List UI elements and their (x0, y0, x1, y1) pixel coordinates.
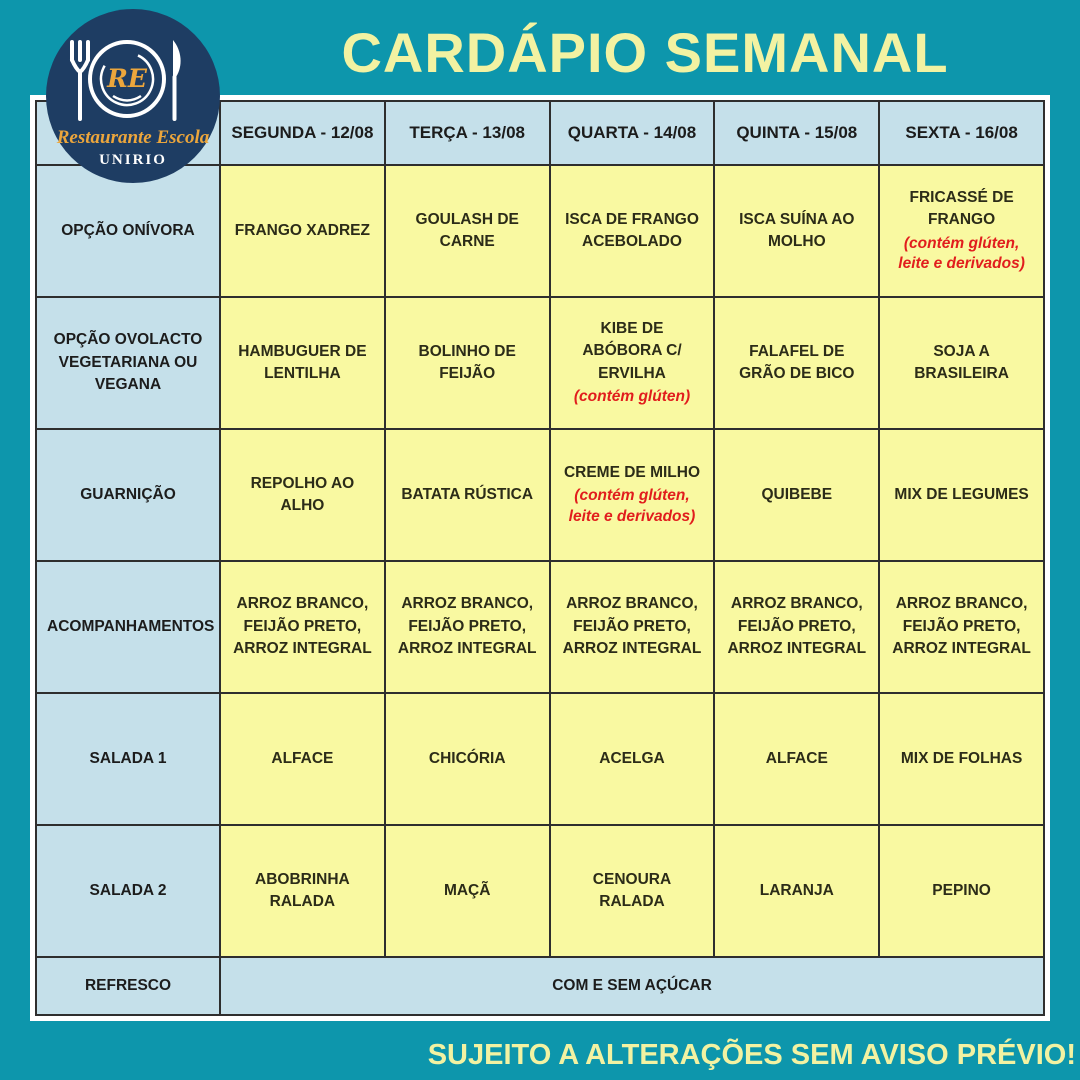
dish-name: MIX DE FOLHAS (900, 749, 1023, 767)
dish-name: CREME DE MILHO (563, 463, 701, 481)
menu-cell (550, 693, 715, 825)
dish-name: QUIBEBE (761, 485, 833, 503)
dish-name: ARROZ BRANCO, FEIJÃO PRETO, ARROZ INTEGRAL (727, 595, 867, 658)
table-row-acompanhamentos (36, 561, 1044, 693)
menu-cell (385, 165, 550, 297)
dish-name: ACELGA (599, 749, 665, 767)
dish-name: MIX DE LEGUMES (894, 485, 1029, 503)
dish-name: PEPINO (932, 881, 991, 899)
dish-name: ARROZ BRANCO, FEIJÃO PRETO, ARROZ INTEGRAL (233, 595, 372, 658)
menu-cell (220, 429, 385, 561)
dish-name: ABOBRINHA RALADA (255, 870, 350, 910)
table-row-refresco (36, 957, 1044, 1015)
menu-cell (385, 693, 550, 825)
dish-name: CENOURA RALADA (592, 870, 672, 910)
dish-name: ALFACE (765, 749, 828, 767)
menu-cell (385, 429, 550, 561)
dish-name: HAMBUGUER DE LENTILHA (238, 342, 367, 382)
row-label-acompanhamentos: ACOMPANHAMENTOS (36, 561, 220, 693)
menu-cell (550, 297, 715, 429)
row-label-opcao-onivora: OPÇÃO ONÍVORA (36, 165, 220, 297)
logo-initials: RE (107, 64, 147, 93)
day-header-sexta: SEXTA - 16/08 (879, 101, 1044, 165)
table-row-salada-2 (36, 825, 1044, 957)
menu-cell (714, 297, 879, 429)
dish-name: ARROZ BRANCO, FEIJÃO PRETO, ARROZ INTEGRAL (562, 595, 702, 658)
menu-cell (550, 561, 715, 693)
menu-cell (550, 429, 715, 561)
dish-name: BOLINHO DE FEIJÃO (418, 342, 516, 382)
logo-name: Restaurante Escola (56, 127, 210, 148)
day-header-quinta: QUINTA - 15/08 (714, 101, 879, 165)
menu-cell (220, 825, 385, 957)
dish-name: LARANJA (759, 881, 834, 899)
dish-name: FRANGO XADREZ (234, 221, 370, 239)
menu-table (35, 100, 1045, 1016)
footer-disclaimer: SUJEITO A ALTERAÇÕES SEM AVISO PRÉVIO! (427, 1039, 1076, 1071)
menu-cell (714, 429, 879, 561)
menu-cell (220, 165, 385, 297)
day-header-quarta: QUARTA - 14/08 (550, 101, 715, 165)
menu-cell (385, 297, 550, 429)
menu-cell (879, 693, 1044, 825)
allergen-note: (contém glúten, leite e derivados) (898, 234, 1025, 273)
menu-cell (385, 561, 550, 693)
page-title: CARDÁPIO SEMANAL (341, 21, 949, 84)
day-header-terca: TERÇA - 13/08 (385, 101, 550, 165)
row-label-guarnicao: GUARNIÇÃO (36, 429, 220, 561)
row-label-salada-2: SALADA 2 (36, 825, 220, 957)
dish-name: CHICÓRIA (428, 749, 506, 767)
dish-name: ARROZ BRANCO, FEIJÃO PRETO, ARROZ INTEGRAL (892, 595, 1031, 658)
menu-cell (879, 429, 1044, 561)
dish-name: FALAFEL DE GRÃO DE BICO (739, 342, 855, 382)
menu-cell (550, 165, 715, 297)
menu-cell (385, 825, 550, 957)
dish-name: GOULASH DE CARNE (415, 210, 519, 250)
menu-cell (714, 165, 879, 297)
menu-cell (879, 297, 1044, 429)
restaurante-escola-logo (46, 9, 220, 183)
dish-name: ISCA DE FRANGO ACEBOLADO (565, 210, 699, 250)
menu-cell (550, 825, 715, 957)
table-row-salada-1 (36, 693, 1044, 825)
menu-cell (714, 561, 879, 693)
dish-name: BATATA RÚSTICA (401, 485, 534, 503)
allergen-note: (contém glúten) (573, 388, 691, 406)
dish-name: ARROZ BRANCO, FEIJÃO PRETO, ARROZ INTEGRAL (397, 595, 537, 658)
row-label-refresco: REFRESCO (36, 957, 220, 1015)
day-header-segunda: SEGUNDA - 12/08 (220, 101, 385, 165)
dish-name: ALFACE (271, 749, 334, 767)
dish-name: KIBE DE ABÓBORA C/ ERVILHA (582, 319, 682, 382)
table-row-guarnicao (36, 429, 1044, 561)
table-row-opcao-onivora (36, 165, 1044, 297)
dish-name: FRICASSÉ DE FRANGO (909, 188, 1014, 229)
menu-cell (714, 693, 879, 825)
menu-cell (220, 693, 385, 825)
menu-cell (714, 825, 879, 957)
refresco-cell: COM E SEM AÇÚCAR (220, 957, 1044, 1015)
dish-name: REPOLHO AO ALHO (250, 474, 355, 514)
menu-cell (220, 297, 385, 429)
allergen-note: (contém glúten, leite e derivados) (568, 487, 696, 526)
menu-cell (879, 561, 1044, 693)
logo-org: UNIRIO (99, 152, 167, 168)
menu-cell (879, 825, 1044, 957)
menu-cell (220, 561, 385, 693)
dish-name: MAÇÃ (443, 881, 491, 899)
menu-cell (879, 165, 1044, 297)
dish-name: SOJA A BRASILEIRA (914, 342, 1009, 382)
table-row-opcao-ovolacto (36, 297, 1044, 429)
menu-table-frame (30, 95, 1050, 1021)
row-label-salada-1: SALADA 1 (36, 693, 220, 825)
dish-name: ISCA SUÍNA AO MOLHO (739, 210, 855, 250)
row-label-opcao-ovolacto: OPÇÃO OVOLACTO VEGETARIANA OU VEGANA (36, 297, 220, 429)
